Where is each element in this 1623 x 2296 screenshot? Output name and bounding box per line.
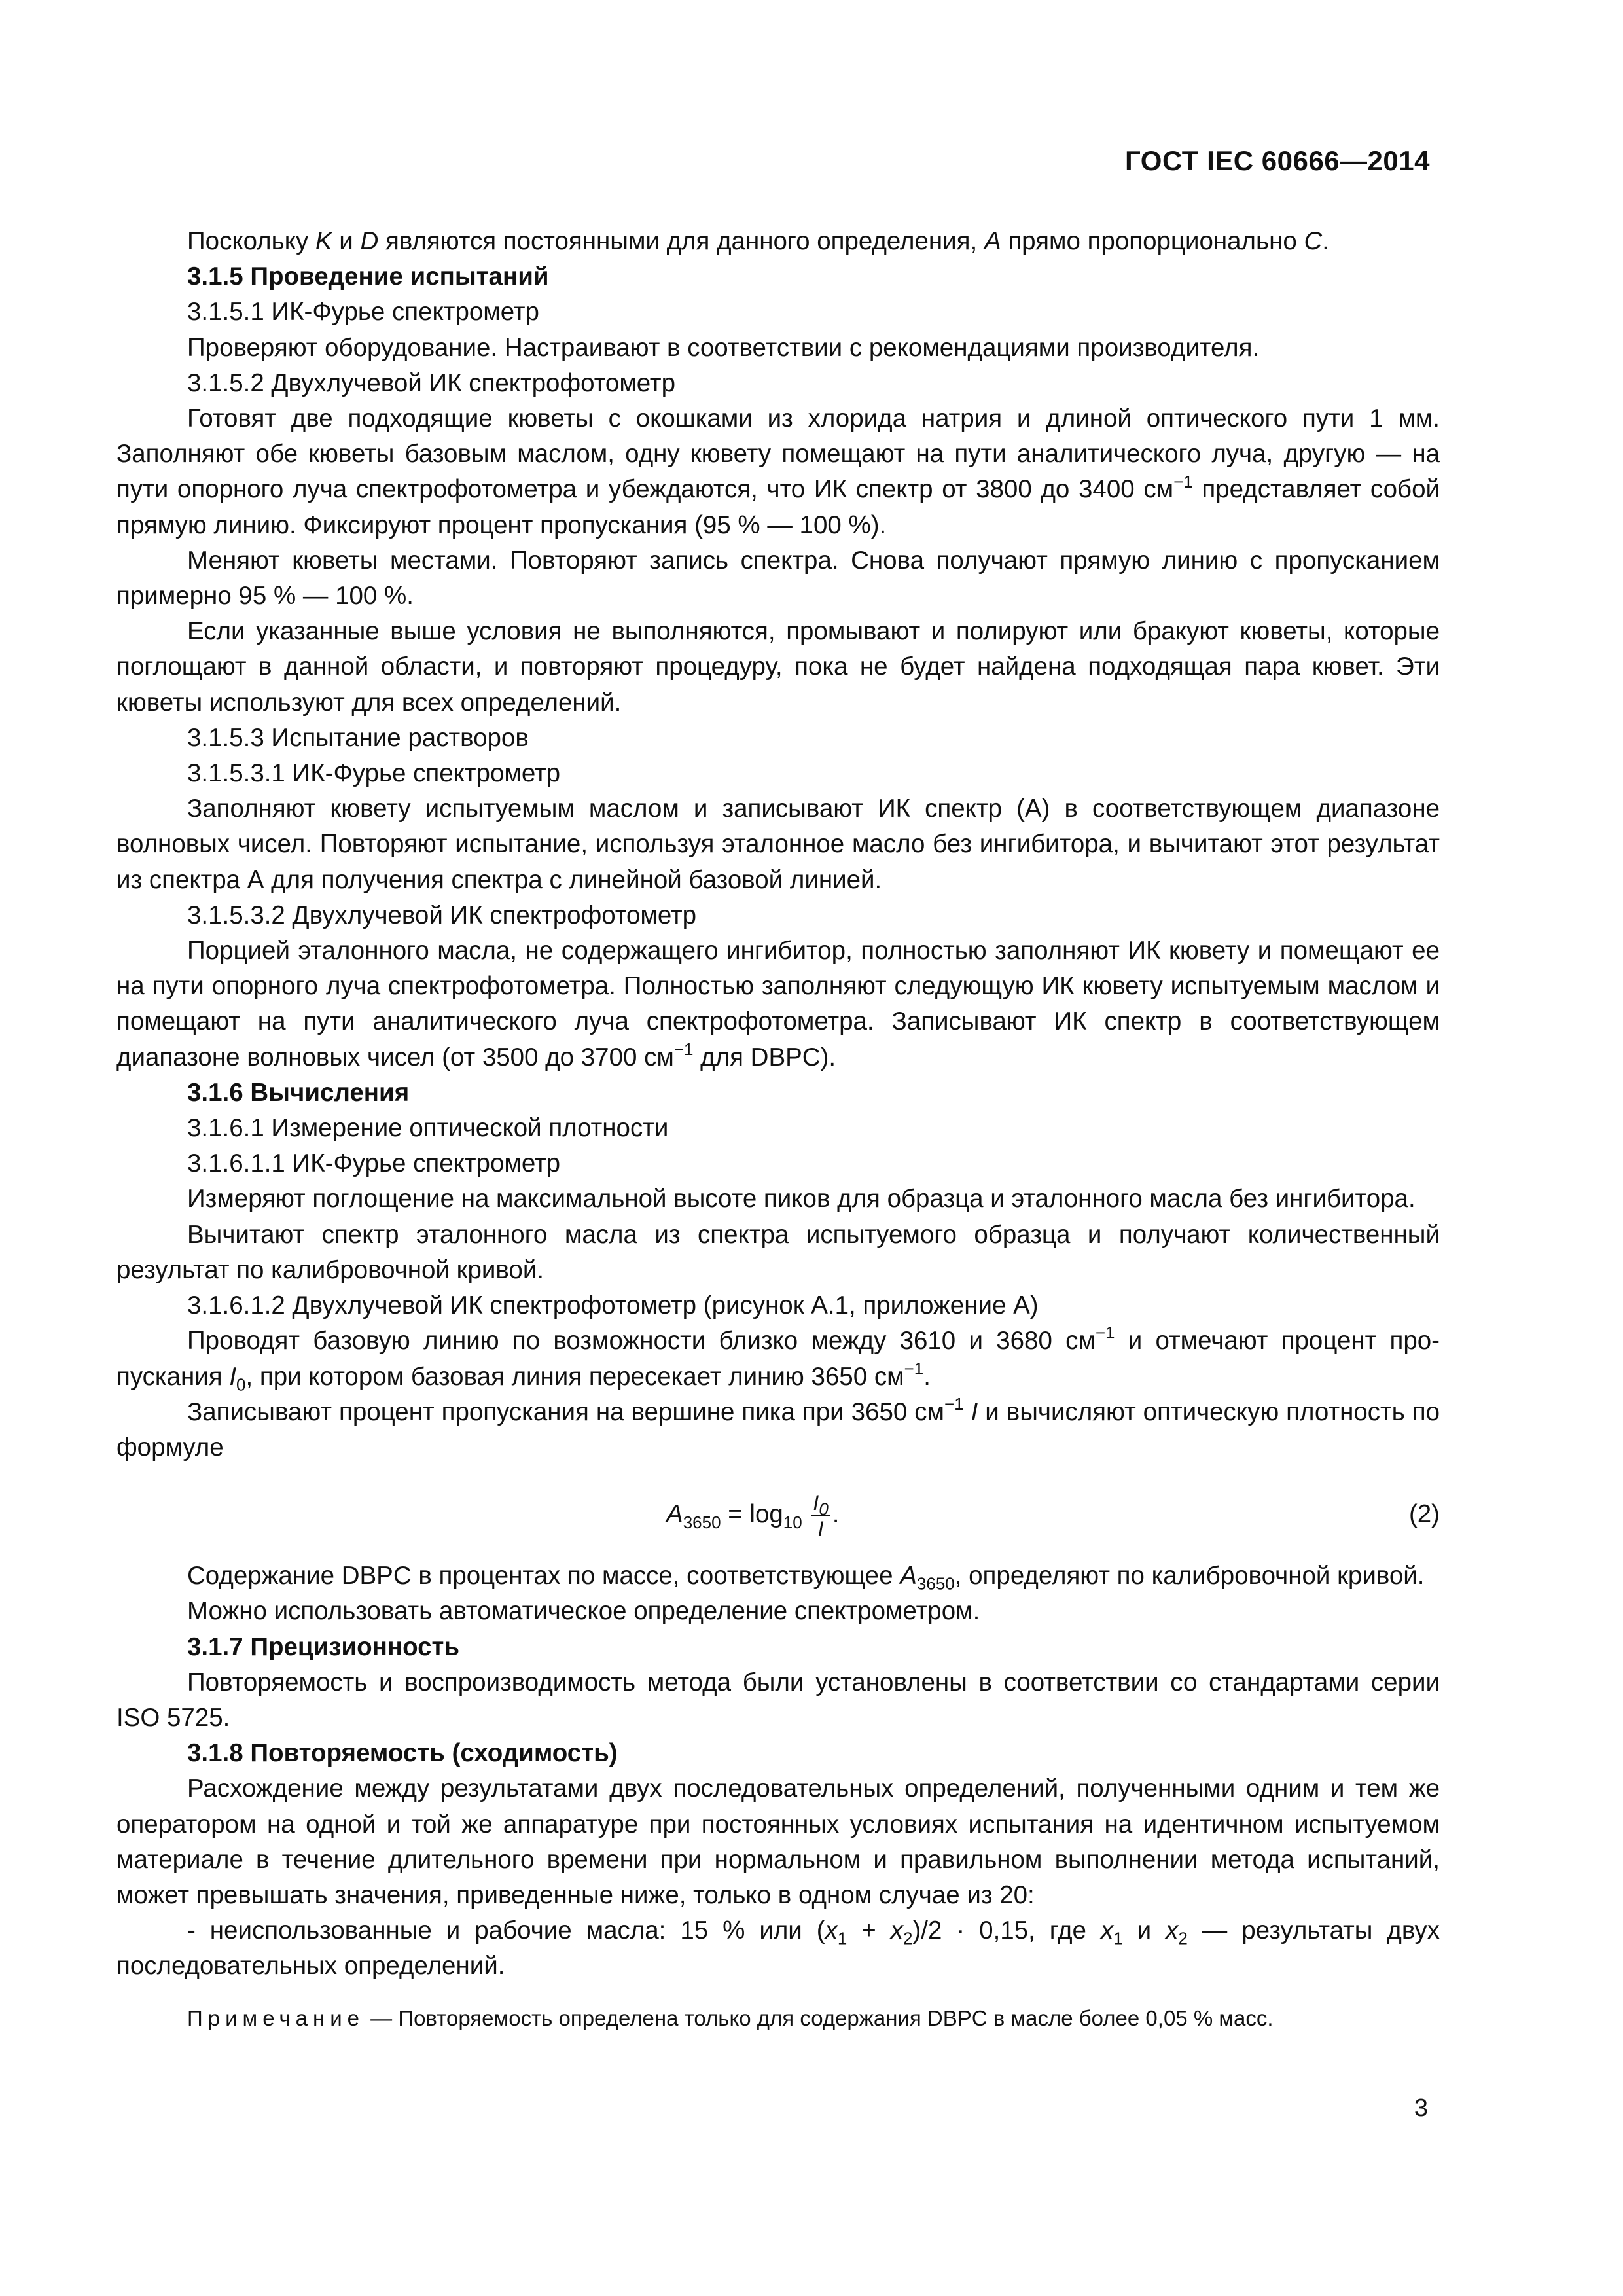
text: . [923, 1362, 931, 1391]
paragraph: Измеряют поглощение на максимальной высоте пиков для образца и эталонного масла без ингибитора. [187, 1185, 1416, 1213]
paragraph: Если указанные выше условия не выполняются, промывают и полируют или бракуют кюветы, которые поглощают в данной области, и повторяют процедуру, пока не будет найдена подходящая пара кювет. Эти кюветы используют для всех определений. [116, 617, 1440, 717]
var-x: x [1166, 1916, 1179, 1945]
paragraph [116, 1913, 1440, 1984]
var-x: x [890, 1916, 904, 1945]
var-d: D [360, 227, 379, 255]
subsection-heading: 3.1.6.1.2 Двухлучевой ИК спектрофотометр (рисунок А.1, приложение А) [187, 1291, 1039, 1320]
subscript: 3650 [916, 1573, 955, 1594]
var-a: A [900, 1562, 917, 1590]
var-c: C [1304, 227, 1323, 255]
document-body [116, 224, 1440, 2034]
var-x: x [825, 1916, 838, 1945]
formula-block [116, 1465, 1440, 1558]
numerator-var: I [813, 1491, 819, 1515]
text: )/2 · 0,15, где [912, 1916, 1101, 1945]
subscript: 1 [837, 1928, 847, 1948]
formula-eq: = log [721, 1500, 783, 1529]
text: и вычисляют оптическую плотность по формуле [116, 1397, 1440, 1462]
text: и [1122, 1916, 1166, 1945]
text: и отмечают процент пропускания [116, 1327, 1440, 1391]
section-heading: 3.1.5 Проведение испытаний [187, 262, 549, 291]
formula-fraction [812, 1490, 829, 1541]
paragraph [116, 1395, 1440, 1465]
subscript: 2 [903, 1928, 913, 1948]
superscript: −1 [1095, 1323, 1115, 1343]
text: + [847, 1916, 891, 1945]
text: - неиспользованные и рабочие масла: 15 % или ( [187, 1916, 825, 1945]
superscript: −1 [904, 1358, 924, 1378]
text: прямо пропорционально [1001, 227, 1304, 255]
subsection-heading: 3.1.6.1 Измерение оптической плотности [187, 1114, 669, 1143]
var-x: x [1100, 1916, 1114, 1945]
formula-end: . [832, 1500, 840, 1529]
text: Порцией эталонного масла, не содержащего ингибитор, полностью заполняют ИК кювету и помещают ее на пути опорного луча спектрофотометра. Полностью заполняют следующую ИК кювету испытуемым маслом и помещают на пути аналитического луча спектрофотометра. Записывают ИК спектр в соответствующем диапазоне волновых чисел (от 3500 до 3700 см [116, 937, 1440, 1071]
formula-expression [666, 1490, 839, 1541]
page-number: 3 [1414, 2094, 1428, 2122]
text: Проводят базовую линию по возможности близко между 3610 и 3680 см [187, 1327, 1096, 1355]
note-text: — Повторяемость определена только для содержания DBPC в масле более 0,05 % масс. [365, 2005, 1274, 2030]
section-heading: 3.1.6 Вычисления [187, 1078, 410, 1107]
subsection-heading: 3.1.5.3 Испытание растворов [187, 723, 529, 752]
text: , при котором базовая линия пересекает линию 3650 см [245, 1362, 904, 1391]
subsection-heading: 3.1.5.3.2 Двухлучевой ИК спектрофотометр [187, 901, 697, 929]
text: и [332, 227, 361, 255]
text [964, 1398, 971, 1426]
subsection-heading: 3.1.6.1.1 ИК-Фурье спектрометр [187, 1149, 561, 1178]
superscript: −1 [673, 1039, 694, 1059]
formula-a-sub: 3650 [683, 1512, 721, 1532]
var-i: I [229, 1362, 237, 1391]
text: — результаты двух последовательных определений. [116, 1916, 1440, 1981]
paragraph: Можно использовать автоматическое определение спектрометром. [187, 1597, 980, 1626]
section-heading: 3.1.8 Повторяемость (сходимость) [187, 1739, 618, 1768]
text: Содержание DBPC в процентах по массе, соответствующее [187, 1562, 901, 1590]
text: являются постоянными для данного определения, [378, 227, 984, 255]
paragraph: Вычитают спектр эталонного масла из спектра испытуемого образца и получают количественный результат по калибровочной кривой. [116, 1220, 1440, 1284]
paragraph: Меняют кюветы местами. Повторяют запись спектра. Снова получают прямую линию с пропусканием примерно 95 % — 100 %. [116, 546, 1440, 611]
equation-number: (2) [1408, 1500, 1440, 1529]
document-header: ГОСТ IEC 60666—2014 [1125, 145, 1430, 176]
subscript: 1 [1113, 1928, 1123, 1948]
text: представляет собой прямую линию. Фиксируют процент пропускания (95 % — 100 %). [116, 475, 1440, 539]
section-heading: 3.1.7 Прецизионность [187, 1632, 460, 1661]
text: Записывают процент пропускания на вершине пика при 3650 см [187, 1397, 944, 1426]
formula-log-base: 10 [783, 1512, 802, 1532]
text: . [1322, 227, 1329, 255]
text: для DBPC). [693, 1043, 836, 1071]
text: Поскольку [187, 227, 315, 255]
paragraph [116, 224, 1440, 259]
text: , определяют по калибровочной кривой. [954, 1562, 1425, 1590]
text: Готовят две подходящие кюветы с окошками из хлорида натрия и длиной оптического пути 1 мм. Заполняют обе кюветы базовым маслом, одну кювету помещают на пути аналитического луча, другую — на пути опорного луча спектрофотометра и убеждаются, что ИК спектр от 3800 до 3400 см [116, 404, 1440, 504]
var-a: A [984, 227, 1001, 255]
note [116, 2003, 1440, 2034]
formula-denominator: I [817, 1517, 824, 1541]
paragraph: Расхождение между результатами двух последовательных определений, полученными одним и тем же оператором на одной и той же аппаратуре при постоянных условиях испытания на идентичном испытуемом материале в течение длительного времени при нормальном и правильном выполнении метода испытаний, может превышать значения, приведенные ниже, только в одном случае из 20: [116, 1774, 1440, 1909]
subsection-heading: 3.1.5.1 ИК-Фурье спектрометр [187, 298, 539, 327]
superscript: −1 [944, 1393, 964, 1414]
paragraph: Повторяемость и воспроизводимость метода были установлены в соответствии со стандартами серии ISO 5725. [116, 1668, 1440, 1732]
formula-a: A [666, 1500, 683, 1529]
numerator-sub: 0 [819, 1499, 829, 1519]
var-i: I [971, 1397, 978, 1426]
paragraph [116, 1558, 1440, 1594]
paragraph [116, 1323, 1440, 1394]
subsection-heading: 3.1.5.2 Двухлучевой ИК спектрофотометр [187, 368, 675, 397]
paragraph [116, 933, 1440, 1075]
paragraph: Проверяют оборудование. Настраивают в соответствии с рекомендациями производителя. [187, 333, 1260, 362]
subsection-heading: 3.1.5.3.1 ИК-Фурье спектрометр [187, 759, 561, 788]
paragraph [116, 401, 1440, 543]
formula-numerator [812, 1490, 829, 1519]
var-k: K [315, 227, 332, 255]
paragraph: Заполняют кювету испытуемым маслом и записывают ИК спектр (А) в соответствующем диапазоне волновых чисел. Повторяют испытание, используя эталонное масло без ингибитора, и вычитают этот результат из спектра А для получения спектра с линейной базовой линией. [116, 795, 1440, 894]
subscript: 0 [236, 1374, 246, 1395]
subscript: 2 [1178, 1928, 1188, 1948]
superscript: −1 [1173, 471, 1193, 492]
note-label: Примечание [187, 2005, 365, 2030]
